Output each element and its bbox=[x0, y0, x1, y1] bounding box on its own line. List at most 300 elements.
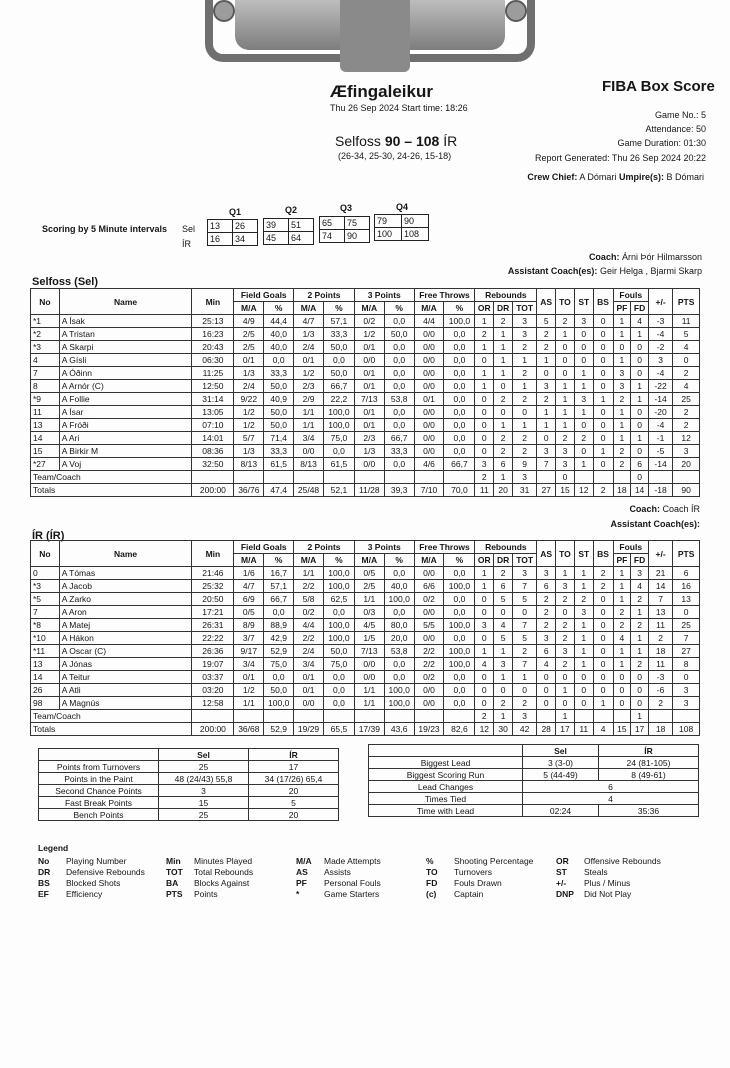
stat-cell: 0 bbox=[631, 684, 649, 697]
stat-cell: 1/5 bbox=[354, 632, 384, 645]
stat-cell: 0,0 bbox=[384, 606, 414, 619]
stat-cell: 0,0 bbox=[444, 380, 475, 393]
stat-cell: 1/6 bbox=[234, 567, 264, 580]
stat-cell: 0,0 bbox=[323, 671, 354, 684]
stat-cell: 1 bbox=[494, 354, 513, 367]
legend-item bbox=[556, 867, 608, 877]
player-row bbox=[31, 458, 700, 471]
stat-cell: 1 bbox=[574, 380, 593, 393]
legend-item bbox=[426, 889, 483, 899]
stat-cell: 36/68 bbox=[234, 723, 264, 736]
stat-cell: 30 bbox=[494, 723, 513, 736]
stat-cell: 3 bbox=[475, 458, 494, 471]
stat-cell: 2/4 bbox=[234, 380, 264, 393]
col-reb: Rebounds bbox=[475, 541, 537, 554]
page-title: Æfingaleikur bbox=[330, 82, 433, 101]
stat-cell: 1 bbox=[556, 406, 575, 419]
table-cell: 51 bbox=[289, 219, 314, 232]
stat-cell: 20 bbox=[673, 458, 700, 471]
stat-cell: 5/7 bbox=[234, 432, 264, 445]
player-number: *10 bbox=[31, 632, 60, 645]
table-cell: 79 bbox=[375, 215, 402, 228]
stat-cell: 0/1 bbox=[354, 380, 384, 393]
table-cell: 4 bbox=[523, 793, 699, 805]
subhead-tot: TOT bbox=[512, 554, 536, 567]
stat-cell: 9/17 bbox=[234, 645, 264, 658]
stat-cell: 2 bbox=[475, 710, 494, 723]
legend-item bbox=[166, 867, 253, 877]
legend-desc: Points bbox=[194, 889, 218, 899]
stat-cell: 0,0 bbox=[444, 354, 475, 367]
player-name: A Fróði bbox=[59, 419, 192, 432]
stat-cell: 12:50 bbox=[192, 380, 234, 393]
stat-cell: 0 bbox=[556, 471, 575, 484]
stat-cell: 0 bbox=[593, 684, 613, 697]
subhead-ma: M/A bbox=[294, 302, 324, 315]
stat-cell: 1 bbox=[537, 419, 556, 432]
player-name: A Ísak bbox=[59, 315, 192, 328]
quarter-label: Q2 bbox=[285, 205, 298, 215]
stat-cell: 2/2 bbox=[294, 580, 324, 593]
subhead-ma: M/A bbox=[354, 302, 384, 315]
table-cell: Sel bbox=[523, 745, 599, 757]
stat-cell: -4 bbox=[648, 328, 672, 341]
stat-cell: 0/0 bbox=[414, 567, 444, 580]
stat-cell: 2 bbox=[512, 393, 536, 406]
stat-cell: 0/0 bbox=[414, 684, 444, 697]
stat-cell: 2 bbox=[574, 432, 593, 445]
stat-cell: 20:43 bbox=[192, 341, 234, 354]
stat-cell bbox=[354, 471, 384, 484]
team2-name: ÍR (ÍR) bbox=[32, 530, 65, 542]
stat-cell: 0 bbox=[475, 419, 494, 432]
subhead-pf: PF bbox=[613, 302, 631, 315]
subhead-tot: TOT bbox=[512, 302, 536, 315]
stat-cell: 2 bbox=[537, 328, 556, 341]
col-bs: BS bbox=[593, 289, 613, 315]
stat-cell: 0,0 bbox=[264, 354, 294, 367]
stat-cell: 0/2 bbox=[294, 606, 324, 619]
stat-cell: -18 bbox=[648, 484, 672, 497]
stat-cell: 2 bbox=[494, 315, 513, 328]
row-label: Totals bbox=[31, 484, 192, 497]
stat-cell: 7 bbox=[537, 458, 556, 471]
stat-cell: 1 bbox=[537, 354, 556, 367]
stat-cell: 2 bbox=[512, 445, 536, 458]
subhead-dr: DR bbox=[494, 302, 513, 315]
table-row bbox=[369, 757, 699, 769]
player-name: A Gísli bbox=[59, 354, 192, 367]
stat-cell: 80,0 bbox=[384, 619, 414, 632]
legend-title: Legend bbox=[38, 843, 69, 853]
legend-abbr: FD bbox=[426, 878, 438, 888]
player-name: A Magnús bbox=[59, 697, 192, 710]
stat-cell: 0 bbox=[593, 341, 613, 354]
stat-cell: 0 bbox=[631, 341, 649, 354]
stat-cell: 2 bbox=[631, 593, 649, 606]
stat-cell: 8/13 bbox=[294, 458, 324, 471]
stat-cell: 0,0 bbox=[323, 606, 354, 619]
legend-item bbox=[38, 878, 120, 888]
stat-cell: 50,0 bbox=[264, 419, 294, 432]
stat-cell: 4/7 bbox=[294, 315, 324, 328]
stat-cell: 0/1 bbox=[234, 671, 264, 684]
subhead-pct: % bbox=[384, 302, 414, 315]
table-row bbox=[39, 797, 339, 809]
player-row bbox=[31, 632, 700, 645]
stat-cell: 2/2 bbox=[414, 658, 444, 671]
legend-abbr: No bbox=[38, 856, 50, 866]
stat-cell: 0 bbox=[593, 619, 613, 632]
team2-coach bbox=[629, 504, 700, 514]
stat-cell: 7/10 bbox=[414, 484, 444, 497]
stat-cell: 100,0 bbox=[444, 580, 475, 593]
stat-cell bbox=[648, 471, 672, 484]
stat-cell: -20 bbox=[648, 406, 672, 419]
table-cell: 8 (49-61) bbox=[599, 769, 699, 781]
subhead-fd: FD bbox=[631, 302, 649, 315]
table-cell: 45 bbox=[264, 232, 289, 245]
legend-item bbox=[426, 878, 502, 888]
umpires: B Dómari bbox=[666, 172, 704, 182]
stat-cell: 1 bbox=[574, 645, 593, 658]
stat-cell: 11 bbox=[475, 484, 494, 497]
stat-cell: 2 bbox=[593, 580, 613, 593]
stat-cell: 25 bbox=[673, 619, 700, 632]
quarter-label: Q4 bbox=[396, 202, 409, 212]
legend-item bbox=[556, 889, 631, 899]
table-cell: Sel bbox=[159, 749, 249, 761]
stat-cell: 40,0 bbox=[264, 328, 294, 341]
stat-cell: 2/2 bbox=[414, 645, 444, 658]
stat-cell: 0 bbox=[574, 684, 593, 697]
stat-cell: 0/5 bbox=[354, 567, 384, 580]
stat-cell: 100,0 bbox=[444, 619, 475, 632]
stat-cell: 57,1 bbox=[323, 315, 354, 328]
home-team: Selfoss bbox=[335, 133, 381, 149]
stat-cell: 0/0 bbox=[414, 606, 444, 619]
stat-cell: 39,3 bbox=[384, 484, 414, 497]
stat-cell: 50,0 bbox=[264, 684, 294, 697]
table-cell: 90 bbox=[345, 230, 370, 243]
stat-cell: 0,0 bbox=[444, 328, 475, 341]
stat-cell: 1 bbox=[494, 710, 513, 723]
stat-cell: 12 bbox=[574, 484, 593, 497]
stat-cell: 75,0 bbox=[323, 432, 354, 445]
row-label: Totals bbox=[31, 723, 192, 736]
stat-cell: 2 bbox=[494, 697, 513, 710]
stat-cell: 0 bbox=[556, 367, 575, 380]
stat-cell: 100,0 bbox=[444, 315, 475, 328]
col-reb: Rebounds bbox=[475, 289, 537, 302]
stat-cell: 90 bbox=[673, 484, 700, 497]
stat-cell: 26:31 bbox=[192, 619, 234, 632]
stat-cell: 0/0 bbox=[414, 341, 444, 354]
player-name: A Tómas bbox=[59, 567, 192, 580]
table-cell: 25 bbox=[159, 809, 249, 821]
player-number: *5 bbox=[31, 593, 60, 606]
col-no: No bbox=[31, 541, 60, 567]
stat-cell: 1/1 bbox=[354, 684, 384, 697]
col-3p: 3 Points bbox=[354, 289, 414, 302]
table-cell: 25 bbox=[159, 761, 249, 773]
player-number: 13 bbox=[31, 419, 60, 432]
stat-cell: 0 bbox=[631, 671, 649, 684]
legend-desc: Shooting Percentage bbox=[454, 856, 534, 866]
legend-abbr: PF bbox=[296, 878, 307, 888]
stat-cell: 50,0 bbox=[264, 380, 294, 393]
stat-cell: 0 bbox=[556, 341, 575, 354]
stat-cell: 2 bbox=[613, 619, 631, 632]
interval-q3 bbox=[319, 216, 370, 243]
stat-cell: 18 bbox=[613, 484, 631, 497]
stat-cell: 1 bbox=[574, 632, 593, 645]
stat-cell: 100,0 bbox=[323, 619, 354, 632]
stat-cell: 200:00 bbox=[192, 484, 234, 497]
table-cell: Times Tied bbox=[369, 793, 523, 805]
player-row bbox=[31, 619, 700, 632]
interval-team: Sel bbox=[182, 224, 196, 234]
stat-cell: 6/9 bbox=[234, 593, 264, 606]
table-cell: 74 bbox=[320, 230, 345, 243]
stat-cell: 17:21 bbox=[192, 606, 234, 619]
stat-cell: 1 bbox=[512, 380, 536, 393]
stat-cell: 1 bbox=[613, 567, 631, 580]
stat-cell: 18 bbox=[648, 645, 672, 658]
subhead-ma: M/A bbox=[414, 554, 444, 567]
legend-abbr: AS bbox=[296, 867, 308, 877]
stat-cell: 2/5 bbox=[354, 580, 384, 593]
stat-cell: 8/9 bbox=[234, 619, 264, 632]
stat-cell bbox=[234, 710, 264, 723]
stat-cell: 0/0 bbox=[414, 380, 444, 393]
legend-desc: Blocked Shots bbox=[66, 878, 121, 888]
stat-cell: 16 bbox=[673, 580, 700, 593]
stat-cell: 0,0 bbox=[444, 593, 475, 606]
stat-cell: 5 bbox=[512, 593, 536, 606]
player-number: 14 bbox=[31, 671, 60, 684]
legend-item bbox=[296, 856, 381, 866]
stat-cell: 1/3 bbox=[294, 328, 324, 341]
stat-cell: 1/3 bbox=[354, 445, 384, 458]
stat-cell: 0 bbox=[512, 406, 536, 419]
stat-cell bbox=[414, 471, 444, 484]
stat-cell: 0,0 bbox=[444, 671, 475, 684]
col-pts: PTS bbox=[673, 289, 700, 315]
player-row bbox=[31, 445, 700, 458]
player-name: A Matej bbox=[59, 619, 192, 632]
table-cell bbox=[369, 745, 523, 757]
stat-cell: 0 bbox=[494, 406, 513, 419]
stat-cell: 3 bbox=[673, 684, 700, 697]
stat-cell: 2 bbox=[494, 445, 513, 458]
stat-cell: 4 bbox=[593, 723, 613, 736]
stat-cell: 21 bbox=[648, 567, 672, 580]
stat-cell: 0 bbox=[593, 606, 613, 619]
legend-desc: Steals bbox=[584, 867, 608, 877]
stat-cell: 1 bbox=[613, 354, 631, 367]
stat-cell: 0,0 bbox=[323, 697, 354, 710]
stat-cell bbox=[384, 710, 414, 723]
stat-cell: 1 bbox=[475, 380, 494, 393]
col-st: ST bbox=[574, 541, 593, 567]
stat-cell: 0 bbox=[613, 341, 631, 354]
col-fouls: Fouls bbox=[613, 541, 648, 554]
stat-cell: -6 bbox=[648, 684, 672, 697]
stat-cell: 0 bbox=[574, 445, 593, 458]
stat-cell: 100,0 bbox=[323, 632, 354, 645]
stat-cell: 0/1 bbox=[354, 367, 384, 380]
stat-cell: 0 bbox=[613, 697, 631, 710]
stat-cell: 33,3 bbox=[264, 367, 294, 380]
player-number: *2 bbox=[31, 328, 60, 341]
legend-abbr: OR bbox=[556, 856, 569, 866]
legend-desc: Assists bbox=[324, 867, 351, 877]
stat-cell: 50,0 bbox=[323, 645, 354, 658]
stat-cell: 6 bbox=[537, 580, 556, 593]
stat-cell: 12:58 bbox=[192, 697, 234, 710]
stat-cell: 3 bbox=[537, 632, 556, 645]
table-cell: 90 bbox=[402, 215, 429, 228]
subhead-pct: % bbox=[323, 302, 354, 315]
player-row bbox=[31, 645, 700, 658]
stat-cell: 3 bbox=[537, 380, 556, 393]
stat-cell: 1 bbox=[631, 606, 649, 619]
stat-cell: 1 bbox=[494, 341, 513, 354]
stat-cell: 27 bbox=[673, 645, 700, 658]
legend-item bbox=[166, 856, 252, 866]
stat-cell: 17/39 bbox=[354, 723, 384, 736]
stat-cell: 06:30 bbox=[192, 354, 234, 367]
stat-cell: 2 bbox=[512, 645, 536, 658]
legend-abbr: BA bbox=[166, 878, 179, 888]
stat-cell bbox=[444, 471, 475, 484]
player-row bbox=[31, 380, 700, 393]
stat-cell: 0/1 bbox=[294, 684, 324, 697]
stat-cell: 0,0 bbox=[264, 606, 294, 619]
stat-cell bbox=[414, 710, 444, 723]
stat-cell: 2 bbox=[537, 393, 556, 406]
stat-cell: 0 bbox=[631, 697, 649, 710]
table-cell: Biggest Scoring Run bbox=[369, 769, 523, 781]
stat-cell: 2 bbox=[613, 445, 631, 458]
stat-cell: 2 bbox=[475, 471, 494, 484]
legend-abbr: EF bbox=[38, 889, 49, 899]
col-2p: 2 Points bbox=[294, 289, 355, 302]
player-name: A Teitur bbox=[59, 671, 192, 684]
stat-cell: 52,9 bbox=[264, 723, 294, 736]
stat-cell: 3 bbox=[574, 393, 593, 406]
stat-cell: 0 bbox=[574, 671, 593, 684]
stat-cell: 20 bbox=[494, 484, 513, 497]
player-row bbox=[31, 658, 700, 671]
attendance: Attendance: 50 bbox=[645, 124, 706, 134]
stat-cell bbox=[574, 710, 593, 723]
stat-cell: 0 bbox=[673, 606, 700, 619]
player-name: A Tristan bbox=[59, 328, 192, 341]
stat-cell: 0 bbox=[673, 671, 700, 684]
legend-item bbox=[38, 867, 145, 877]
stat-cell: 42,9 bbox=[264, 632, 294, 645]
player-row bbox=[31, 393, 700, 406]
stat-cell: 31:14 bbox=[192, 393, 234, 406]
stat-cell: -22 bbox=[648, 380, 672, 393]
legend-abbr: +/- bbox=[556, 878, 567, 888]
col-fg: Field Goals bbox=[234, 289, 294, 302]
stat-cell: 2 bbox=[673, 367, 700, 380]
stat-cell: 19:07 bbox=[192, 658, 234, 671]
stat-cell: 0/1 bbox=[414, 393, 444, 406]
stat-cell: 07:10 bbox=[192, 419, 234, 432]
stat-cell: 3 bbox=[556, 645, 575, 658]
stat-cell: 1 bbox=[631, 710, 649, 723]
table-cell: 108 bbox=[402, 228, 429, 241]
crew-chief-label: Crew Chief: bbox=[527, 172, 578, 182]
quarter-label: Q3 bbox=[340, 203, 353, 213]
stat-cell: 1 bbox=[512, 671, 536, 684]
stat-cell: 7/13 bbox=[354, 393, 384, 406]
stat-cell: 2 bbox=[512, 432, 536, 445]
col-as: AS bbox=[537, 289, 556, 315]
player-name: A Skarpi bbox=[59, 341, 192, 354]
stat-cell: 0 bbox=[574, 328, 593, 341]
stat-cell: 2 bbox=[512, 367, 536, 380]
stat-cell: 66,7 bbox=[264, 593, 294, 606]
stat-cell: 11/28 bbox=[354, 484, 384, 497]
stat-cell: 0 bbox=[574, 354, 593, 367]
stat-cell: 3 bbox=[537, 445, 556, 458]
stat-cell: 7 bbox=[673, 632, 700, 645]
legend-desc: Game Starters bbox=[324, 889, 380, 899]
stat-cell: 3 bbox=[648, 354, 672, 367]
stat-cell: 4 bbox=[631, 580, 649, 593]
stat-cell: 0 bbox=[537, 671, 556, 684]
stat-cell bbox=[192, 710, 234, 723]
stat-cell: -2 bbox=[648, 341, 672, 354]
stat-cell: 3 bbox=[512, 315, 536, 328]
stat-cell: 1 bbox=[475, 567, 494, 580]
score: 90 – 108 bbox=[384, 133, 440, 149]
stat-cell bbox=[294, 710, 324, 723]
stat-cell: 15 bbox=[613, 723, 631, 736]
legend-desc: Did Not Play bbox=[584, 889, 632, 899]
stat-cell: 3 bbox=[512, 328, 536, 341]
stat-cell: 0,0 bbox=[444, 367, 475, 380]
stat-cell: 0/0 bbox=[414, 328, 444, 341]
table-cell: 35:36 bbox=[599, 805, 699, 817]
stat-cell: 57,1 bbox=[264, 580, 294, 593]
stat-cell: 33,3 bbox=[264, 445, 294, 458]
stat-cell bbox=[354, 710, 384, 723]
table-cell: 02:24 bbox=[523, 805, 599, 817]
stat-cell: -4 bbox=[648, 419, 672, 432]
legend-item bbox=[296, 867, 351, 877]
stat-cell: 6 bbox=[494, 580, 513, 593]
stat-cell: 0 bbox=[593, 419, 613, 432]
stat-cell: 7 bbox=[648, 593, 672, 606]
stat-cell: 0/0 bbox=[354, 658, 384, 671]
stat-cell: 3 bbox=[574, 606, 593, 619]
stat-cell: 3 bbox=[673, 445, 700, 458]
stat-cell: 0 bbox=[512, 606, 536, 619]
stat-cell: 0,0 bbox=[384, 341, 414, 354]
stat-cell: 0 bbox=[593, 432, 613, 445]
stat-cell: 0 bbox=[537, 432, 556, 445]
stat-cell: 108 bbox=[673, 723, 700, 736]
stat-cell: 31 bbox=[512, 484, 536, 497]
stat-cell: 1 bbox=[631, 393, 649, 406]
table-row bbox=[39, 785, 339, 797]
